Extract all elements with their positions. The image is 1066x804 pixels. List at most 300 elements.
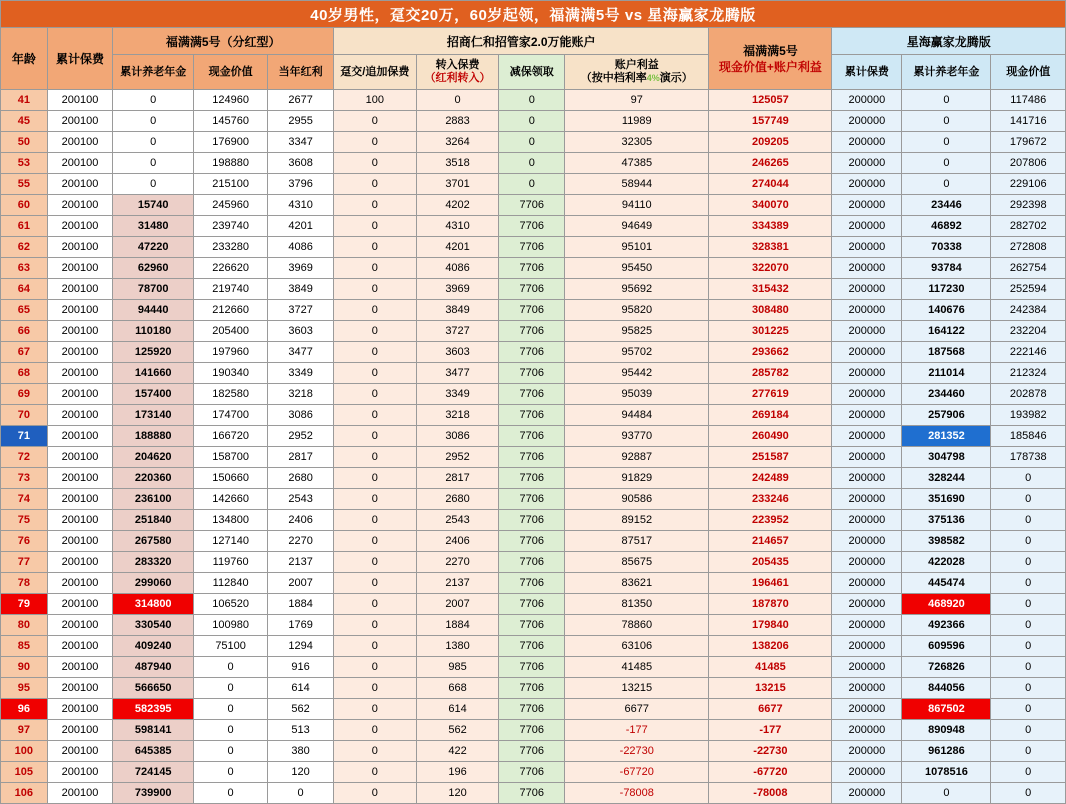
cell-withdraw[interactable]: 7706 xyxy=(499,405,565,426)
cell-withdraw[interactable]: 7706 xyxy=(499,636,565,657)
cell-addl-premium[interactable]: 0 xyxy=(333,342,416,363)
cell-withdraw[interactable]: 0 xyxy=(499,111,565,132)
cell-transfer-in[interactable]: 2137 xyxy=(416,573,499,594)
cell-x-cum-annuity[interactable]: 0 xyxy=(902,783,991,804)
cell-x-cash-value[interactable]: 0 xyxy=(991,594,1066,615)
cell-year-dividend[interactable]: 2007 xyxy=(268,573,334,594)
cell-sum-value[interactable]: 322070 xyxy=(709,258,832,279)
cell-year-dividend[interactable]: 4201 xyxy=(268,216,334,237)
cell-cash-value[interactable]: 100980 xyxy=(194,615,268,636)
cell-year-dividend[interactable]: 3218 xyxy=(268,384,334,405)
cell-transfer-in[interactable]: 3086 xyxy=(416,426,499,447)
cell-account-benefit[interactable]: 87517 xyxy=(565,531,709,552)
cell-sum-value[interactable]: 269184 xyxy=(709,405,832,426)
cell-cash-value[interactable]: 150660 xyxy=(194,468,268,489)
cell-addl-premium[interactable]: 0 xyxy=(333,405,416,426)
cell-year-dividend[interactable]: 0 xyxy=(268,783,334,804)
cell-age[interactable]: 60 xyxy=(1,195,48,216)
cell-sum-value[interactable]: 138206 xyxy=(709,636,832,657)
cell-x-cum-annuity[interactable]: 0 xyxy=(902,132,991,153)
cell-account-benefit[interactable]: 90586 xyxy=(565,489,709,510)
cell-sum-value[interactable]: 233246 xyxy=(709,489,832,510)
cell-x-cum-annuity[interactable]: 867502 xyxy=(902,699,991,720)
cell-addl-premium[interactable]: 0 xyxy=(333,321,416,342)
cell-cum-annuity[interactable]: 598141 xyxy=(113,720,194,741)
cell-transfer-in[interactable]: 985 xyxy=(416,657,499,678)
table-row[interactable] xyxy=(1,783,1066,804)
cell-account-benefit[interactable]: 95820 xyxy=(565,300,709,321)
table-row[interactable] xyxy=(1,573,1066,594)
cell-addl-premium[interactable]: 0 xyxy=(333,783,416,804)
cell-x-total-premium[interactable]: 200000 xyxy=(832,216,902,237)
cell-cash-value[interactable]: 233280 xyxy=(194,237,268,258)
cell-withdraw[interactable]: 7706 xyxy=(499,195,565,216)
cell-sum-value[interactable]: 214657 xyxy=(709,531,832,552)
cell-account-benefit[interactable]: 94484 xyxy=(565,405,709,426)
cell-cum-annuity[interactable]: 330540 xyxy=(113,615,194,636)
cell-year-dividend[interactable]: 1294 xyxy=(268,636,334,657)
cell-account-benefit[interactable]: 81350 xyxy=(565,594,709,615)
cell-sum-value[interactable]: 41485 xyxy=(709,657,832,678)
table-row[interactable] xyxy=(1,321,1066,342)
cell-age[interactable]: 65 xyxy=(1,300,48,321)
cell-withdraw[interactable]: 7706 xyxy=(499,363,565,384)
cell-cash-value[interactable]: 75100 xyxy=(194,636,268,657)
cell-total-premium[interactable]: 200100 xyxy=(47,636,113,657)
cell-addl-premium[interactable]: 0 xyxy=(333,174,416,195)
cell-withdraw[interactable]: 0 xyxy=(499,132,565,153)
cell-x-cash-value[interactable]: 0 xyxy=(991,762,1066,783)
cell-x-total-premium[interactable]: 200000 xyxy=(832,615,902,636)
cell-year-dividend[interactable]: 3086 xyxy=(268,405,334,426)
cell-year-dividend[interactable]: 2952 xyxy=(268,426,334,447)
cell-cum-annuity[interactable]: 283320 xyxy=(113,552,194,573)
cell-year-dividend[interactable]: 562 xyxy=(268,699,334,720)
cell-x-cum-annuity[interactable]: 351690 xyxy=(902,489,991,510)
cell-x-total-premium[interactable]: 200000 xyxy=(832,405,902,426)
cell-account-benefit[interactable]: -22730 xyxy=(565,741,709,762)
cell-sum-value[interactable]: 274044 xyxy=(709,174,832,195)
table-row[interactable] xyxy=(1,153,1066,174)
cell-cash-value[interactable]: 0 xyxy=(194,720,268,741)
cell-transfer-in[interactable]: 2406 xyxy=(416,531,499,552)
table-row[interactable] xyxy=(1,195,1066,216)
cell-x-cum-annuity[interactable]: 140676 xyxy=(902,300,991,321)
cell-addl-premium[interactable]: 0 xyxy=(333,762,416,783)
cell-x-total-premium[interactable]: 200000 xyxy=(832,741,902,762)
cell-x-cash-value[interactable]: 282702 xyxy=(991,216,1066,237)
cell-x-cash-value[interactable]: 252594 xyxy=(991,279,1066,300)
cell-x-cash-value[interactable]: 242384 xyxy=(991,300,1066,321)
cell-addl-premium[interactable]: 0 xyxy=(333,741,416,762)
cell-account-benefit[interactable]: 95450 xyxy=(565,258,709,279)
cell-age[interactable]: 85 xyxy=(1,636,48,657)
cell-x-cum-annuity[interactable]: 375136 xyxy=(902,510,991,531)
cell-withdraw[interactable]: 0 xyxy=(499,174,565,195)
cell-cash-value[interactable]: 119760 xyxy=(194,552,268,573)
table-row[interactable] xyxy=(1,468,1066,489)
table-row[interactable] xyxy=(1,174,1066,195)
cell-withdraw[interactable]: 7706 xyxy=(499,216,565,237)
cell-account-benefit[interactable]: 92887 xyxy=(565,447,709,468)
cell-x-cum-annuity[interactable]: 0 xyxy=(902,111,991,132)
cell-sum-value[interactable]: 157749 xyxy=(709,111,832,132)
cell-sum-value[interactable]: 205435 xyxy=(709,552,832,573)
cell-total-premium[interactable]: 200100 xyxy=(47,321,113,342)
cell-transfer-in[interactable]: 422 xyxy=(416,741,499,762)
cell-account-benefit[interactable]: 95825 xyxy=(565,321,709,342)
table-row[interactable] xyxy=(1,90,1066,111)
cell-x-cum-annuity[interactable]: 468920 xyxy=(902,594,991,615)
cell-withdraw[interactable]: 7706 xyxy=(499,531,565,552)
cell-transfer-in[interactable]: 4202 xyxy=(416,195,499,216)
cell-transfer-in[interactable]: 3969 xyxy=(416,279,499,300)
cell-total-premium[interactable]: 200100 xyxy=(47,426,113,447)
cell-x-total-premium[interactable]: 200000 xyxy=(832,489,902,510)
cell-sum-value[interactable]: 334389 xyxy=(709,216,832,237)
cell-total-premium[interactable]: 200100 xyxy=(47,657,113,678)
cell-cum-annuity[interactable]: 157400 xyxy=(113,384,194,405)
cell-withdraw[interactable]: 7706 xyxy=(499,783,565,804)
cell-x-cash-value[interactable]: 0 xyxy=(991,657,1066,678)
table-row[interactable] xyxy=(1,384,1066,405)
cell-addl-premium[interactable]: 0 xyxy=(333,447,416,468)
cell-x-cum-annuity[interactable]: 890948 xyxy=(902,720,991,741)
cell-cum-annuity[interactable]: 0 xyxy=(113,111,194,132)
cell-year-dividend[interactable]: 3969 xyxy=(268,258,334,279)
cell-cum-annuity[interactable]: 314800 xyxy=(113,594,194,615)
cell-x-total-premium[interactable]: 200000 xyxy=(832,132,902,153)
cell-x-cash-value[interactable]: 141716 xyxy=(991,111,1066,132)
cell-x-cum-annuity[interactable]: 93784 xyxy=(902,258,991,279)
cell-x-total-premium[interactable]: 200000 xyxy=(832,258,902,279)
cell-addl-premium[interactable]: 0 xyxy=(333,132,416,153)
cell-x-cum-annuity[interactable]: 609596 xyxy=(902,636,991,657)
table-row[interactable] xyxy=(1,657,1066,678)
cell-x-cash-value[interactable]: 0 xyxy=(991,741,1066,762)
cell-x-cash-value[interactable]: 0 xyxy=(991,468,1066,489)
cell-cash-value[interactable]: 239740 xyxy=(194,216,268,237)
cell-cum-annuity[interactable]: 487940 xyxy=(113,657,194,678)
cell-cum-annuity[interactable]: 62960 xyxy=(113,258,194,279)
cell-addl-premium[interactable]: 0 xyxy=(333,636,416,657)
cell-age[interactable]: 61 xyxy=(1,216,48,237)
cell-age[interactable]: 75 xyxy=(1,510,48,531)
cell-sum-value[interactable]: 196461 xyxy=(709,573,832,594)
cell-x-cum-annuity[interactable]: 117230 xyxy=(902,279,991,300)
cell-withdraw[interactable]: 7706 xyxy=(499,489,565,510)
cell-sum-value[interactable]: 209205 xyxy=(709,132,832,153)
cell-sum-value[interactable]: 179840 xyxy=(709,615,832,636)
cell-age[interactable]: 73 xyxy=(1,468,48,489)
cell-cum-annuity[interactable]: 110180 xyxy=(113,321,194,342)
cell-addl-premium[interactable]: 0 xyxy=(333,615,416,636)
cell-x-total-premium[interactable]: 200000 xyxy=(832,447,902,468)
cell-x-total-premium[interactable]: 200000 xyxy=(832,573,902,594)
cell-sum-value[interactable]: 293662 xyxy=(709,342,832,363)
cell-cum-annuity[interactable]: 0 xyxy=(113,153,194,174)
cell-account-benefit[interactable]: 41485 xyxy=(565,657,709,678)
cell-age[interactable]: 74 xyxy=(1,489,48,510)
cell-sum-value[interactable]: 260490 xyxy=(709,426,832,447)
cell-cash-value[interactable]: 106520 xyxy=(194,594,268,615)
cell-year-dividend[interactable]: 4086 xyxy=(268,237,334,258)
table-row[interactable] xyxy=(1,132,1066,153)
cell-cum-annuity[interactable]: 47220 xyxy=(113,237,194,258)
cell-cum-annuity[interactable]: 739900 xyxy=(113,783,194,804)
table-row[interactable] xyxy=(1,531,1066,552)
cell-year-dividend[interactable]: 614 xyxy=(268,678,334,699)
cell-sum-value[interactable]: 187870 xyxy=(709,594,832,615)
cell-addl-premium[interactable]: 0 xyxy=(333,468,416,489)
cell-transfer-in[interactable]: 3701 xyxy=(416,174,499,195)
cell-cash-value[interactable]: 158700 xyxy=(194,447,268,468)
cell-transfer-in[interactable]: 1884 xyxy=(416,615,499,636)
cell-x-cash-value[interactable]: 0 xyxy=(991,720,1066,741)
cell-sum-value[interactable]: 251587 xyxy=(709,447,832,468)
cell-total-premium[interactable]: 200100 xyxy=(47,279,113,300)
cell-total-premium[interactable]: 200100 xyxy=(47,195,113,216)
cell-age[interactable]: 62 xyxy=(1,237,48,258)
cell-withdraw[interactable]: 7706 xyxy=(499,741,565,762)
cell-cash-value[interactable]: 219740 xyxy=(194,279,268,300)
cell-transfer-in[interactable]: 4310 xyxy=(416,216,499,237)
cell-x-total-premium[interactable]: 200000 xyxy=(832,342,902,363)
cell-account-benefit[interactable]: 95442 xyxy=(565,363,709,384)
table-row[interactable] xyxy=(1,489,1066,510)
cell-x-cum-annuity[interactable]: 328244 xyxy=(902,468,991,489)
cell-x-total-premium[interactable]: 200000 xyxy=(832,657,902,678)
cell-age[interactable]: 97 xyxy=(1,720,48,741)
cell-x-cum-annuity[interactable]: 422028 xyxy=(902,552,991,573)
cell-age[interactable]: 72 xyxy=(1,447,48,468)
cell-addl-premium[interactable]: 0 xyxy=(333,573,416,594)
cell-cum-annuity[interactable]: 0 xyxy=(113,174,194,195)
cell-cash-value[interactable]: 197960 xyxy=(194,342,268,363)
table-row[interactable] xyxy=(1,720,1066,741)
cell-addl-premium[interactable]: 0 xyxy=(333,426,416,447)
cell-addl-premium[interactable]: 0 xyxy=(333,384,416,405)
cell-withdraw[interactable]: 7706 xyxy=(499,678,565,699)
cell-x-cum-annuity[interactable]: 0 xyxy=(902,153,991,174)
cell-sum-value[interactable]: 125057 xyxy=(709,90,832,111)
cell-transfer-in[interactable]: 2680 xyxy=(416,489,499,510)
cell-cash-value[interactable]: 166720 xyxy=(194,426,268,447)
cell-x-cash-value[interactable]: 0 xyxy=(991,552,1066,573)
cell-cum-annuity[interactable]: 645385 xyxy=(113,741,194,762)
table-row[interactable] xyxy=(1,741,1066,762)
cell-sum-value[interactable]: -67720 xyxy=(709,762,832,783)
cell-sum-value[interactable]: -177 xyxy=(709,720,832,741)
cell-x-cum-annuity[interactable]: 164122 xyxy=(902,321,991,342)
cell-transfer-in[interactable]: 2817 xyxy=(416,468,499,489)
table-row[interactable] xyxy=(1,426,1066,447)
cell-year-dividend[interactable]: 2406 xyxy=(268,510,334,531)
cell-age[interactable]: 41 xyxy=(1,90,48,111)
cell-cum-annuity[interactable]: 0 xyxy=(113,90,194,111)
cell-withdraw[interactable]: 7706 xyxy=(499,300,565,321)
cell-cum-annuity[interactable]: 409240 xyxy=(113,636,194,657)
cell-cash-value[interactable]: 0 xyxy=(194,762,268,783)
cell-year-dividend[interactable]: 3796 xyxy=(268,174,334,195)
cell-x-cum-annuity[interactable]: 398582 xyxy=(902,531,991,552)
cell-total-premium[interactable]: 200100 xyxy=(47,363,113,384)
cell-x-total-premium[interactable]: 200000 xyxy=(832,300,902,321)
cell-cash-value[interactable]: 142660 xyxy=(194,489,268,510)
cell-withdraw[interactable]: 0 xyxy=(499,90,565,111)
cell-total-premium[interactable]: 200100 xyxy=(47,111,113,132)
table-row[interactable] xyxy=(1,342,1066,363)
cell-account-benefit[interactable]: 32305 xyxy=(565,132,709,153)
cell-cum-annuity[interactable]: 78700 xyxy=(113,279,194,300)
cell-cash-value[interactable]: 176900 xyxy=(194,132,268,153)
cell-age[interactable]: 64 xyxy=(1,279,48,300)
cell-withdraw[interactable]: 7706 xyxy=(499,657,565,678)
cell-x-cash-value[interactable]: 0 xyxy=(991,489,1066,510)
cell-year-dividend[interactable]: 916 xyxy=(268,657,334,678)
cell-addl-premium[interactable]: 0 xyxy=(333,510,416,531)
cell-cash-value[interactable]: 0 xyxy=(194,741,268,762)
cell-year-dividend[interactable]: 3603 xyxy=(268,321,334,342)
cell-account-benefit[interactable]: 78860 xyxy=(565,615,709,636)
table-row[interactable] xyxy=(1,258,1066,279)
cell-total-premium[interactable]: 200100 xyxy=(47,594,113,615)
cell-account-benefit[interactable]: 97 xyxy=(565,90,709,111)
cell-x-total-premium[interactable]: 200000 xyxy=(832,531,902,552)
cell-x-cum-annuity[interactable]: 70338 xyxy=(902,237,991,258)
cell-transfer-in[interactable]: 2543 xyxy=(416,510,499,531)
cell-cash-value[interactable]: 0 xyxy=(194,678,268,699)
cell-x-cash-value[interactable]: 0 xyxy=(991,531,1066,552)
table-row[interactable] xyxy=(1,405,1066,426)
cell-x-total-premium[interactable]: 200000 xyxy=(832,594,902,615)
cell-addl-premium[interactable]: 0 xyxy=(333,531,416,552)
cell-cum-annuity[interactable]: 204620 xyxy=(113,447,194,468)
cell-age[interactable]: 76 xyxy=(1,531,48,552)
cell-x-cash-value[interactable]: 0 xyxy=(991,615,1066,636)
cell-x-cum-annuity[interactable]: 187568 xyxy=(902,342,991,363)
cell-cash-value[interactable]: 215100 xyxy=(194,174,268,195)
cell-x-total-premium[interactable]: 200000 xyxy=(832,363,902,384)
cell-cash-value[interactable]: 134800 xyxy=(194,510,268,531)
cell-year-dividend[interactable]: 2680 xyxy=(268,468,334,489)
cell-cash-value[interactable]: 124960 xyxy=(194,90,268,111)
cell-withdraw[interactable]: 7706 xyxy=(499,615,565,636)
cell-age[interactable]: 90 xyxy=(1,657,48,678)
cell-total-premium[interactable]: 200100 xyxy=(47,741,113,762)
cell-account-benefit[interactable]: -78008 xyxy=(565,783,709,804)
cell-sum-value[interactable]: 308480 xyxy=(709,300,832,321)
cell-account-benefit[interactable]: 89152 xyxy=(565,510,709,531)
cell-withdraw[interactable]: 7706 xyxy=(499,720,565,741)
cell-transfer-in[interactable]: 3477 xyxy=(416,363,499,384)
cell-transfer-in[interactable]: 562 xyxy=(416,720,499,741)
cell-account-benefit[interactable]: 93770 xyxy=(565,426,709,447)
cell-year-dividend[interactable]: 2817 xyxy=(268,447,334,468)
cell-x-cash-value[interactable]: 0 xyxy=(991,573,1066,594)
cell-x-cum-annuity[interactable]: 281352 xyxy=(902,426,991,447)
cell-account-benefit[interactable]: -177 xyxy=(565,720,709,741)
cell-account-benefit[interactable]: 85675 xyxy=(565,552,709,573)
cell-withdraw[interactable]: 7706 xyxy=(499,258,565,279)
cell-x-total-premium[interactable]: 200000 xyxy=(832,699,902,720)
cell-x-total-premium[interactable]: 200000 xyxy=(832,468,902,489)
cell-sum-value[interactable]: 340070 xyxy=(709,195,832,216)
cell-account-benefit[interactable]: 11989 xyxy=(565,111,709,132)
table-row[interactable] xyxy=(1,636,1066,657)
cell-year-dividend[interactable]: 2955 xyxy=(268,111,334,132)
cell-addl-premium[interactable]: 0 xyxy=(333,678,416,699)
cell-account-benefit[interactable]: 95039 xyxy=(565,384,709,405)
cell-withdraw[interactable]: 7706 xyxy=(499,342,565,363)
cell-age[interactable]: 100 xyxy=(1,741,48,762)
cell-x-total-premium[interactable]: 200000 xyxy=(832,510,902,531)
cell-year-dividend[interactable]: 2137 xyxy=(268,552,334,573)
cell-x-cash-value[interactable]: 212324 xyxy=(991,363,1066,384)
cell-addl-premium[interactable]: 0 xyxy=(333,720,416,741)
cell-x-cash-value[interactable]: 193982 xyxy=(991,405,1066,426)
cell-addl-premium[interactable]: 0 xyxy=(333,153,416,174)
cell-cum-annuity[interactable]: 141660 xyxy=(113,363,194,384)
cell-age[interactable]: 79 xyxy=(1,594,48,615)
cell-total-premium[interactable]: 200100 xyxy=(47,552,113,573)
cell-addl-premium[interactable]: 0 xyxy=(333,363,416,384)
cell-transfer-in[interactable]: 4201 xyxy=(416,237,499,258)
cell-age[interactable]: 68 xyxy=(1,363,48,384)
cell-cum-annuity[interactable]: 724145 xyxy=(113,762,194,783)
cell-cum-annuity[interactable]: 31480 xyxy=(113,216,194,237)
cell-cash-value[interactable]: 145760 xyxy=(194,111,268,132)
cell-account-benefit[interactable]: 94649 xyxy=(565,216,709,237)
cell-x-cash-value[interactable]: 0 xyxy=(991,636,1066,657)
cell-total-premium[interactable]: 200100 xyxy=(47,573,113,594)
cell-age[interactable]: 80 xyxy=(1,615,48,636)
cell-total-premium[interactable]: 200100 xyxy=(47,447,113,468)
table-row[interactable] xyxy=(1,237,1066,258)
cell-x-total-premium[interactable]: 200000 xyxy=(832,720,902,741)
cell-cum-annuity[interactable]: 251840 xyxy=(113,510,194,531)
cell-cum-annuity[interactable]: 94440 xyxy=(113,300,194,321)
cell-account-benefit[interactable]: 94110 xyxy=(565,195,709,216)
cell-cash-value[interactable]: 127140 xyxy=(194,531,268,552)
cell-x-cum-annuity[interactable]: 961286 xyxy=(902,741,991,762)
cell-sum-value[interactable]: 13215 xyxy=(709,678,832,699)
cell-year-dividend[interactable]: 3347 xyxy=(268,132,334,153)
cell-age[interactable]: 77 xyxy=(1,552,48,573)
cell-total-premium[interactable]: 200100 xyxy=(47,237,113,258)
cell-sum-value[interactable]: 277619 xyxy=(709,384,832,405)
cell-x-total-premium[interactable]: 200000 xyxy=(832,321,902,342)
cell-age[interactable]: 106 xyxy=(1,783,48,804)
cell-year-dividend[interactable]: 2270 xyxy=(268,531,334,552)
cell-x-cash-value[interactable]: 202878 xyxy=(991,384,1066,405)
cell-addl-premium[interactable]: 0 xyxy=(333,657,416,678)
cell-account-benefit[interactable]: 95692 xyxy=(565,279,709,300)
cell-cash-value[interactable]: 198880 xyxy=(194,153,268,174)
cell-withdraw[interactable]: 7706 xyxy=(499,468,565,489)
cell-year-dividend[interactable]: 120 xyxy=(268,762,334,783)
cell-account-benefit[interactable]: -67720 xyxy=(565,762,709,783)
table-row[interactable] xyxy=(1,678,1066,699)
cell-total-premium[interactable]: 200100 xyxy=(47,174,113,195)
cell-x-cash-value[interactable]: 222146 xyxy=(991,342,1066,363)
cell-year-dividend[interactable]: 380 xyxy=(268,741,334,762)
cell-x-total-premium[interactable]: 200000 xyxy=(832,279,902,300)
cell-sum-value[interactable]: 315432 xyxy=(709,279,832,300)
cell-sum-value[interactable]: -22730 xyxy=(709,741,832,762)
cell-year-dividend[interactable]: 4310 xyxy=(268,195,334,216)
cell-transfer-in[interactable]: 2883 xyxy=(416,111,499,132)
